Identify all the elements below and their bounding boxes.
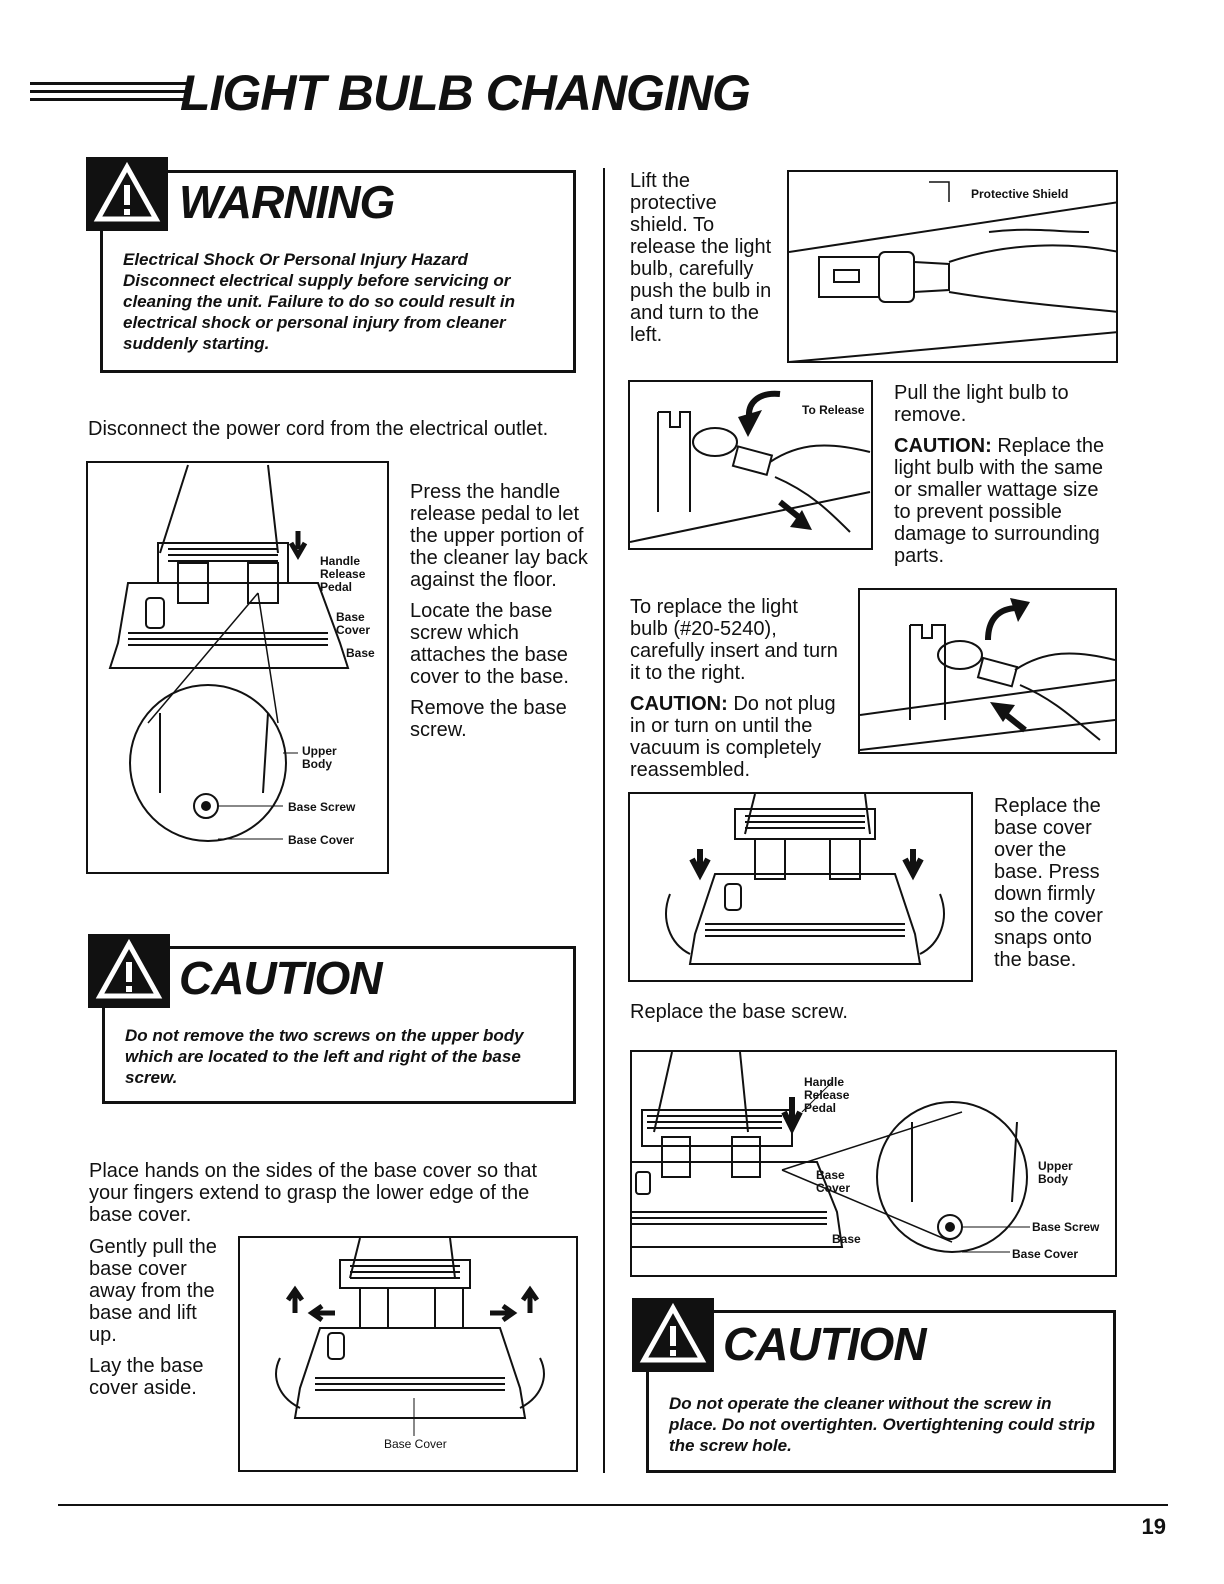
label-to-release: To Release (802, 403, 865, 417)
title-rule-lines (30, 82, 190, 106)
replace-cover-diagram (630, 794, 973, 982)
caution-text-1: Do not remove the two screws on the upper body which are located to the left and right of the base screw. (125, 1026, 524, 1087)
step-pull-bulb: Pull the light bulb to remove. (894, 382, 1069, 426)
pull-cover-steps (89, 1236, 229, 1408)
step-press-pedal: Press the handle release pedal to let the upper portion of the cleaner lay back against the floor. (410, 481, 588, 591)
warning-text (123, 249, 553, 354)
warning-triangle-icon (86, 157, 168, 231)
label-upper-body-2: Upper Body (1038, 1159, 1073, 1186)
figure-protective-shield (787, 170, 1118, 363)
caution-plug-text: Do not plug in or turn on until the vacuum is completely reassembled. (630, 693, 836, 781)
label-base-cover-1: Base Cover (336, 610, 371, 637)
step-locate-screw: Locate the base screw which attaches the base cover to the base. (410, 600, 569, 688)
lift-shield-text: Lift the protective shield. To release the light bulb, carefully push the bulb in and turn to the left. (630, 170, 772, 346)
warning-heading: WARNING (179, 176, 395, 228)
figure-insert-bulb (858, 588, 1117, 754)
caution-label-2: CAUTION: (630, 693, 728, 715)
shield-diagram (789, 172, 1118, 363)
footer-rule (58, 1504, 1168, 1506)
caution-replace-text: Replace the light bulb with the same or smaller wattage size to prevent possible damage to surrounding parts. (894, 435, 1105, 567)
figure-reassemble (630, 1050, 1117, 1277)
label-base-screw-1: Base Screw (288, 800, 356, 814)
step-to-replace: To replace the light bulb (#20-5240), carefully insert and turn it to the right. (630, 596, 838, 684)
replace-cover-text: Replace the base cover over the base. Press down firmly so the cover snaps onto the base. (994, 795, 1103, 971)
warning-box (100, 170, 576, 373)
warning-line2: Disconnect electrical supply before servicing or cleaning the unit. Failure to do so could result in electrical shock or personal injury from cleaner suddenly starting. (123, 271, 515, 353)
pull-bulb-steps (894, 382, 1116, 576)
label-base-cover-4: Base Cover (1012, 1247, 1079, 1261)
label-base-cover-1b: Base Cover (288, 833, 355, 847)
caution-heading-2: CAUTION (723, 1318, 926, 1370)
page-number: 19 (1141, 1514, 1166, 1539)
caution-replace-bulb (894, 435, 1116, 567)
figure-remove-cover (238, 1236, 578, 1472)
insert-bulb-diagram (860, 590, 1117, 754)
disconnect-text: Disconnect the power cord from the electrical outlet. (88, 418, 549, 440)
warning-line1: Electrical Shock Or Personal Injury Hazard (123, 250, 468, 269)
label-handle-release-pedal: Handle Release Pedal (320, 554, 366, 594)
caution-triangle-icon-2 (632, 1298, 714, 1372)
step-gently-pull: Gently pull the base cover away from the base and lift up. (89, 1236, 217, 1346)
caution-triangle-icon-1 (88, 934, 170, 1008)
label-base-cover-2: Base Cover (384, 1437, 447, 1451)
step-lay-aside: Lay the base cover aside. (89, 1355, 204, 1399)
caution-box-2 (646, 1310, 1116, 1473)
label-protective-shield: Protective Shield (971, 187, 1069, 201)
step-remove-screw: Remove the base screw. (410, 697, 567, 741)
figure-replace-cover (628, 792, 973, 982)
replace-bulb-steps (630, 596, 840, 790)
caution-box-1 (102, 946, 576, 1104)
page-title-text: LIGHT BULB CHANGING (180, 65, 750, 121)
label-upper-body-1: Upper Body (302, 744, 337, 771)
label-base-screw-2: Base Screw (1032, 1220, 1100, 1234)
place-hands-text: Place hands on the sides of the base cover so that your fingers extend to grasp the lower edge of the base cover. (89, 1160, 538, 1226)
label-base-cover-3: Base Cover (816, 1168, 851, 1195)
caution-heading-1: CAUTION (179, 952, 382, 1004)
caution-plug (630, 693, 840, 781)
replace-screw-text: Replace the base screw. (630, 1001, 848, 1023)
label-base-2: Base (832, 1232, 861, 1246)
caution-label-1: CAUTION: (894, 435, 992, 457)
page-title (30, 64, 790, 128)
figure-to-release (628, 380, 873, 550)
label-handle-release-pedal-2: Handle Release Pedal (804, 1075, 850, 1115)
figure-handle-release (86, 461, 389, 874)
column-divider (603, 168, 605, 1473)
caution-text-2: Do not operate the cleaner without the screw in place. Do not overtighten. Overtightening could strip the screw hole. (669, 1394, 1095, 1455)
label-base-1: Base (346, 646, 375, 660)
steps-base-screw (410, 481, 590, 750)
